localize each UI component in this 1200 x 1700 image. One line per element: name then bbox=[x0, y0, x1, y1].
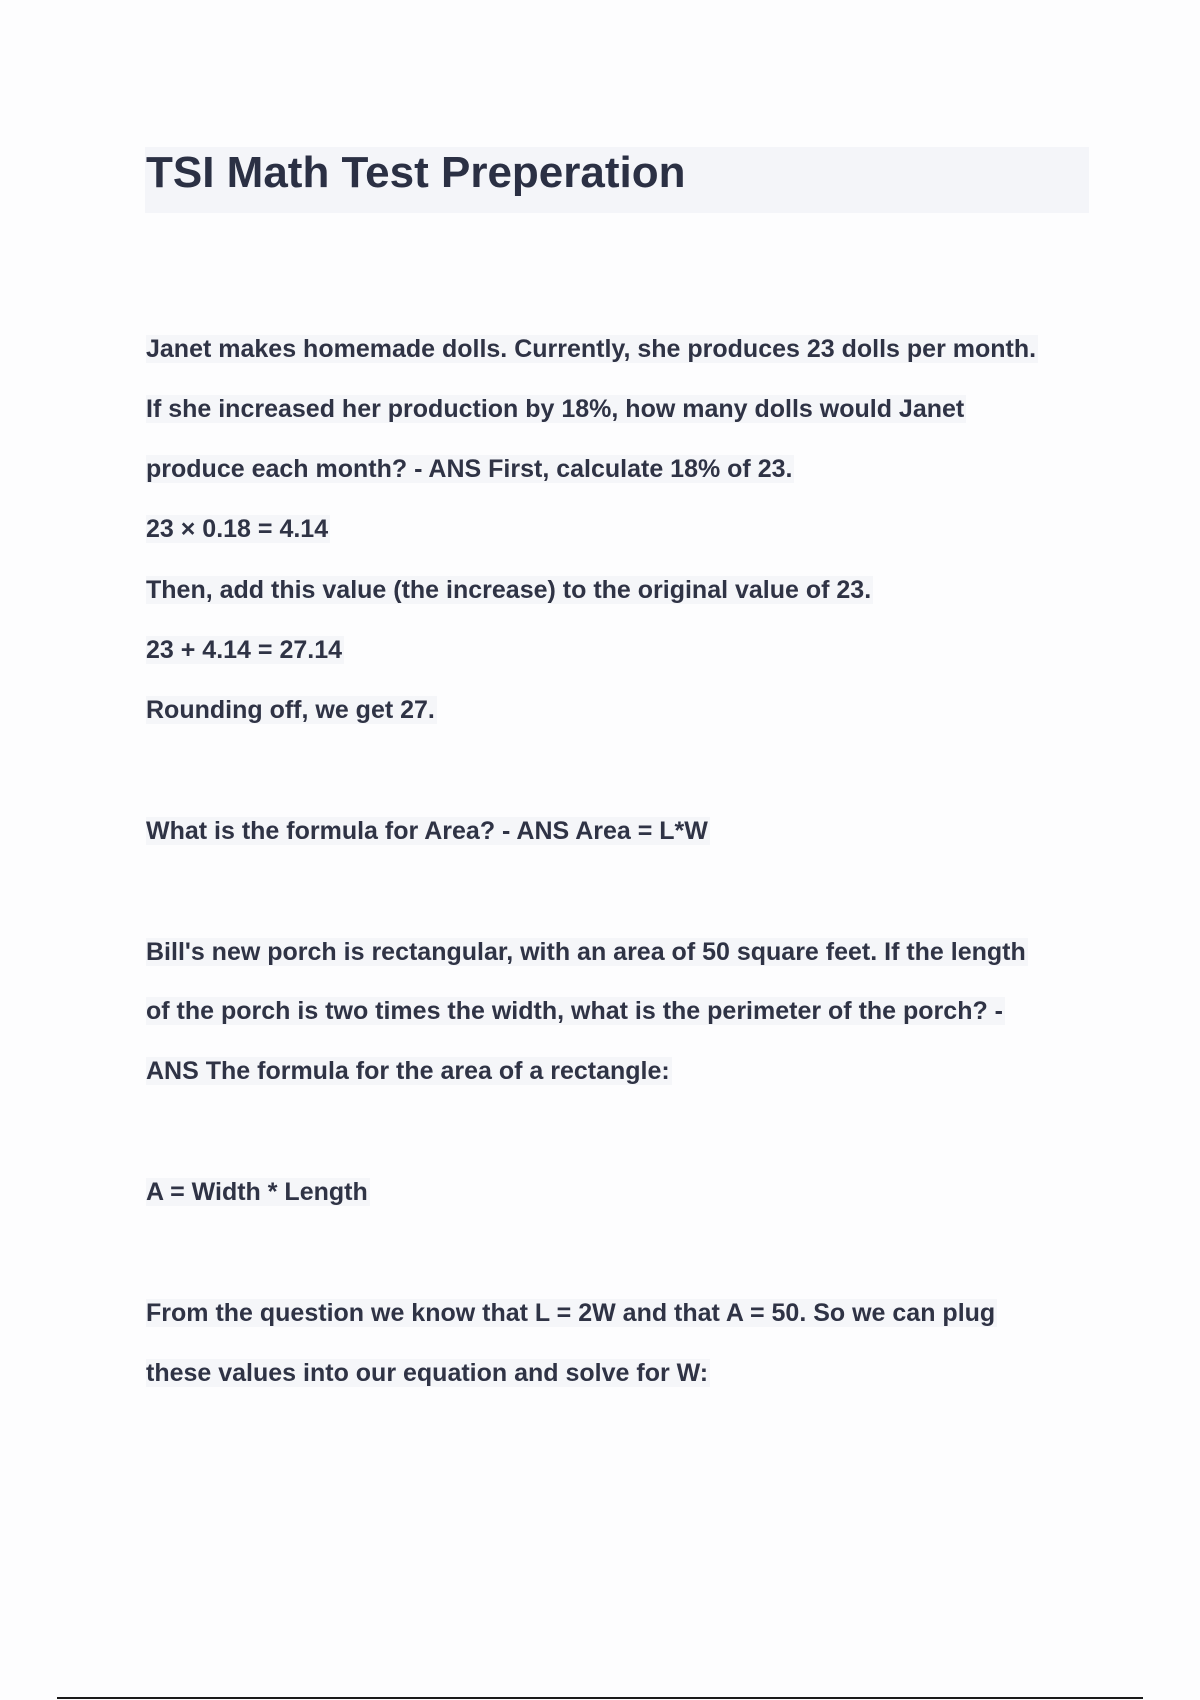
text-line bbox=[146, 996, 1005, 1026]
text-line bbox=[146, 1358, 710, 1388]
text-line-content: If she increased her production by 18%, how many dolls would Janet bbox=[146, 395, 965, 423]
text-line bbox=[146, 575, 873, 605]
text-line bbox=[146, 1298, 997, 1328]
footer-divider bbox=[57, 1697, 1143, 1699]
text-line bbox=[146, 937, 1028, 967]
text-line-content: ANS The formula for the area of a rectangle: bbox=[146, 1057, 670, 1085]
text-line bbox=[146, 394, 966, 424]
text-line-content: A = Width * Length bbox=[146, 1178, 368, 1206]
text-line-content: Janet makes homemade dolls. Currently, she produces 23 dolls per month. bbox=[146, 335, 1037, 363]
text-line-content: of the porch is two times the width, what is the perimeter of the porch? - bbox=[146, 997, 1004, 1025]
text-line-content: 23 + 4.14 = 27.14 bbox=[146, 636, 343, 664]
text-line bbox=[146, 816, 710, 846]
text-line-content: Then, add this value (the increase) to the original value of 23. bbox=[146, 576, 872, 604]
text-line bbox=[146, 1056, 672, 1086]
text-line bbox=[146, 695, 437, 725]
text-line-content: Bill's new porch is rectangular, with an area of 50 square feet. If the length bbox=[146, 938, 1026, 966]
text-line-content: 23 × 0.18 = 4.14 bbox=[146, 515, 329, 543]
text-line bbox=[146, 514, 330, 544]
text-line bbox=[146, 334, 1038, 364]
text-line-content: produce each month? - ANS First, calculate 18% of 23. bbox=[146, 455, 793, 483]
text-line-content: these values into our equation and solve for W: bbox=[146, 1359, 709, 1387]
text-line-content: From the question we know that L = 2W and that A = 50. So we can plug bbox=[146, 1299, 996, 1327]
text-line bbox=[146, 1177, 370, 1207]
page-title: TSI Math Test Preperation bbox=[146, 148, 686, 197]
text-line bbox=[146, 454, 794, 484]
text-line-content: Rounding off, we get 27. bbox=[146, 696, 435, 724]
text-line bbox=[146, 635, 344, 665]
text-line-content: What is the formula for Area? - ANS Area = L*W bbox=[146, 817, 708, 845]
